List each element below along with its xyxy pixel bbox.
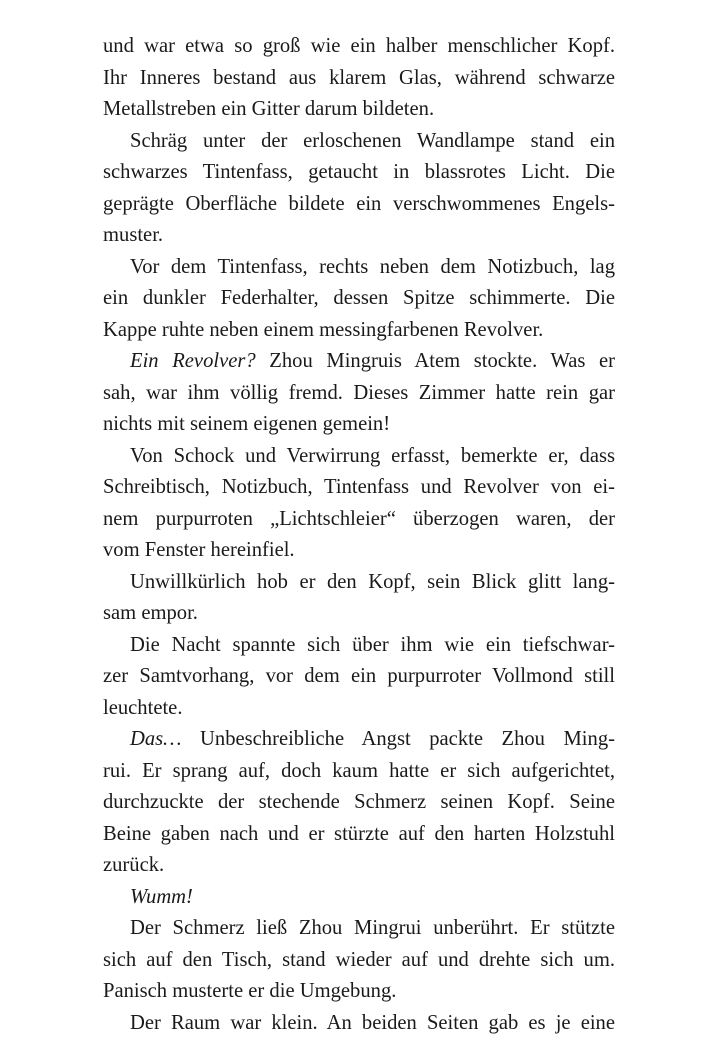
text-line [103, 724, 615, 756]
text-line [103, 409, 615, 441]
text-line [103, 472, 615, 504]
text-line [103, 157, 615, 189]
text-segment: nem purpurroten „Lichtschleier“ überzogen waren, der [103, 508, 615, 530]
italic-text: Das… [130, 728, 182, 750]
text-line [103, 756, 615, 788]
text-line [103, 598, 615, 630]
text-segment: Kappe ruhte neben einem messingfarbenen Revolver. [103, 319, 543, 341]
paragraph [103, 882, 615, 914]
paragraph [103, 31, 615, 126]
text-segment: Panisch musterte er die Umgebung. [103, 980, 396, 1002]
text-segment: sah, war ihm völlig fremd. Dieses Zimmer hatte rein gar [103, 382, 615, 404]
text-segment: Vor dem Tintenfass, rechts neben dem Notizbuch, lag [130, 256, 615, 278]
text-line [103, 1008, 615, 1039]
text-segment: zurück. [103, 854, 164, 876]
text-segment: Ihr Inneres bestand aus klarem Glas, während schwarze [103, 67, 615, 89]
text-line [103, 315, 615, 347]
text-segment: muster. [103, 224, 163, 246]
italic-text: Ein Revolver? [130, 350, 256, 372]
paragraph [103, 567, 615, 630]
text-segment: sam empor. [103, 602, 198, 624]
text-segment: Schräg unter der erloschenen Wandlampe stand ein [130, 130, 615, 152]
text-segment: Beine gaben nach und er stürzte auf den harten Holzstuhl [103, 823, 615, 845]
text-segment: Die Nacht spannte sich über ihm wie ein tiefschwar- [130, 634, 615, 656]
paragraph [103, 441, 615, 567]
text-segment: durchzuckte der stechende Schmerz seinen Kopf. Seine [103, 791, 615, 813]
paragraph [103, 724, 615, 882]
paragraph [103, 126, 615, 252]
text-line [103, 693, 615, 725]
text-line [103, 661, 615, 693]
text-segment: schwarzes Tintenfass, getaucht in blassrotes Licht. Die [103, 161, 615, 183]
paragraph [103, 252, 615, 347]
text-segment: Unbeschreibliche Angst packte Zhou Ming- [182, 728, 616, 750]
text-line [103, 31, 615, 63]
text-segment: zer Samtvorhang, vor dem ein purpurroter Vollmond still [103, 665, 615, 687]
text-line [103, 283, 615, 315]
text-segment: Von Schock und Verwirrung erfasst, bemerkte er, dass [130, 445, 615, 467]
text-segment: Unwillkürlich hob er den Kopf, sein Blick glitt lang- [130, 571, 615, 593]
text-line [103, 535, 615, 567]
text-line [103, 346, 615, 378]
text-line [103, 945, 615, 977]
paragraph [103, 1008, 615, 1039]
text-segment: Zhou Mingruis Atem stockte. Was er [256, 350, 615, 372]
text-line [103, 850, 615, 882]
text-line [103, 252, 615, 284]
text-segment: rui. Er sprang auf, doch kaum hatte er sich aufgerichtet, [103, 760, 615, 782]
text-line [103, 882, 615, 914]
text-segment: Metallstreben ein Gitter darum bildeten. [103, 98, 434, 120]
text-line [103, 126, 615, 158]
text-line [103, 976, 615, 1008]
paragraph [103, 913, 615, 1008]
text-line [103, 94, 615, 126]
text-line [103, 378, 615, 410]
paragraph [103, 346, 615, 441]
book-page [103, 31, 615, 1039]
text-line [103, 441, 615, 473]
text-line [103, 504, 615, 536]
text-segment: leuchtete. [103, 697, 182, 719]
text-line [103, 220, 615, 252]
text-segment: Der Raum war klein. An beiden Seiten gab es je eine [130, 1012, 615, 1034]
paragraph [103, 630, 615, 725]
text-line [103, 630, 615, 662]
text-line [103, 913, 615, 945]
text-segment: sich auf den Tisch, stand wieder auf und drehte sich um. [103, 949, 615, 971]
text-line [103, 63, 615, 95]
text-segment: vom Fenster hereinfiel. [103, 539, 295, 561]
text-segment: Der Schmerz ließ Zhou Mingrui unberührt. Er stützte [130, 917, 615, 939]
text-line [103, 819, 615, 851]
text-line [103, 567, 615, 599]
italic-text: Wumm! [130, 886, 193, 908]
text-line [103, 787, 615, 819]
text-segment: ein dunkler Federhalter, dessen Spitze schimmerte. Die [103, 287, 615, 309]
text-segment: Schreibtisch, Notizbuch, Tintenfass und Revolver von ei- [103, 476, 615, 498]
text-line [103, 189, 615, 221]
text-segment: nichts mit seinem eigenen gemein! [103, 413, 390, 435]
text-segment: und war etwa so groß wie ein halber menschlicher Kopf. [103, 35, 615, 57]
text-segment: geprägte Oberfläche bildete ein verschwommenes Engels- [103, 193, 615, 215]
